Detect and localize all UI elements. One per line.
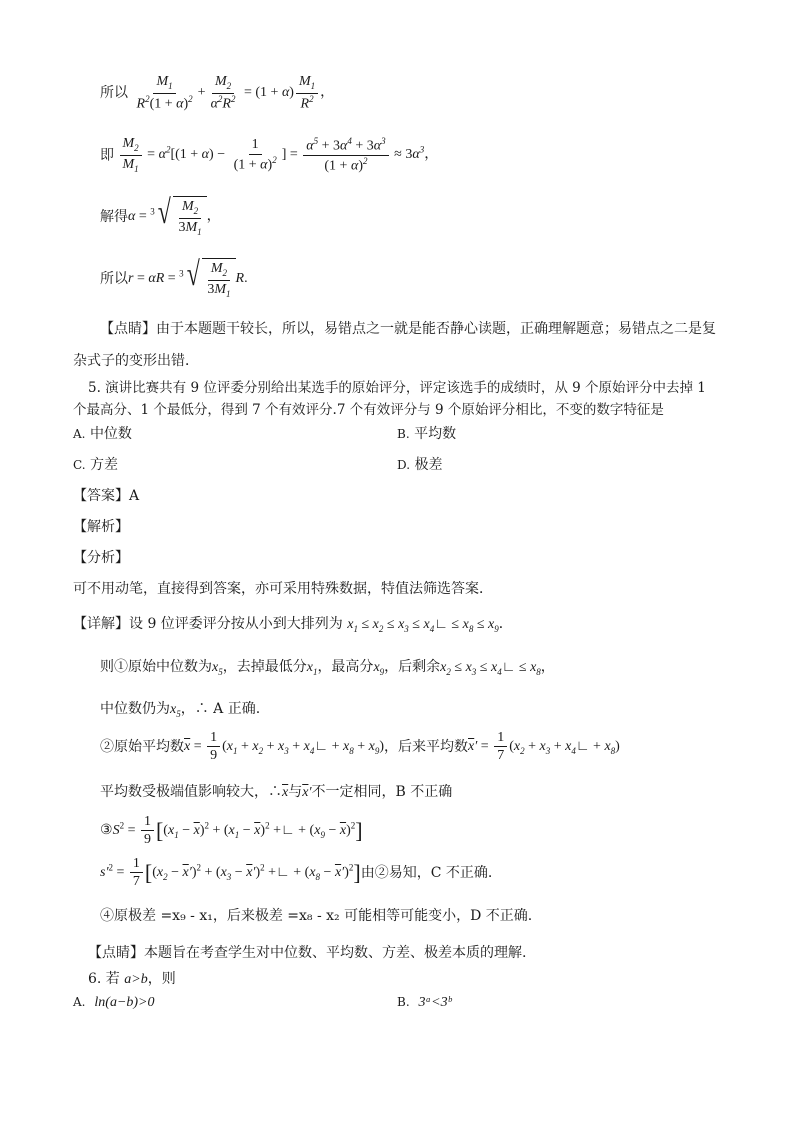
detail-tag: 【详解】 [73, 616, 129, 632]
line2-prefix: 即 [100, 147, 114, 164]
line4-prefix: 所以 [100, 270, 128, 287]
q5-option-b: B. 平均数 [397, 426, 457, 442]
note-1-tag: 【点睛】 [100, 321, 156, 337]
equation-line-2: 即 $\frac{M_2}{M_1}$ = $\alpha^2[(1 + \alpha)$ − $\frac{1}{(1 + \alpha)^2}$ ] = $\frac{\alpha^5 + 3\alpha^4 + 3\alpha^3}{(1 + \alpha)^2}$ ≈ $3\alpha^3$， [100, 135, 439, 174]
line1-prefix: 所以 [100, 85, 128, 102]
q5-option-c: C. 方差 [73, 457, 119, 473]
note-1-line-b [73, 350, 199, 370]
q5-option-a: A. 中位数 [73, 426, 132, 442]
note-1-text-b: 杂式子的变形出错． [73, 353, 199, 369]
equation-line-3: 解得α = $^3$ √ $\frac{M_2}{3M_1}$ ， [100, 194, 221, 237]
answer-value: A [129, 488, 140, 504]
q5-step1-line-b: 中位数仍为$x_5$，∴ A 正确. [100, 701, 261, 719]
note-2 [88, 942, 526, 962]
q5-step2-line-b: 平均数受极端值影响较大，$\therefore\overline{x}$与$\overline{x}'$不一定相同，B 不正确 [100, 784, 453, 800]
q5-fenxi-text: 可不用动笔，直接得到答案，亦可采用特殊数据，特值法筛选答案． [73, 581, 493, 597]
equation-line-1: 所以 $\frac{M_1}{R^2(1 + \alpha)^2}$ + $\frac{M_2}{\alpha^2R^2}$ = (1 + α) $\frac{M_1}{R^2}$ ， [100, 74, 335, 112]
note-1-line-a [100, 318, 716, 338]
q6-option-a: A. ln(a−b)>0 [73, 995, 155, 1010]
q5-step4: ④原极差 =x₉ - x₁，后来极差 =x₈ - x₂ 可能相等可能变小，D 不正确. [100, 908, 533, 924]
q5-step3-line-b: $s'^2$ = $\frac{1}{7}$ [$(x_2 - \overline{x}')^2 + (x_3 - \overline{x}')^2$ +∟ + $(x_8 - \overline{x}')^2$]由②易知，C 不正确. [100, 856, 493, 890]
q5-step1-line-a: 则①原始中位数为$x_5$，去掉最低分$x_1$，最高分$x_9$，后剩余$x_2 \le x_3$ ≤ $x_4∟ \le x_8$， [100, 659, 555, 677]
q5-stem-b: 个最高分、1 个最低分，得到 7 个有效评分.7 个有效评分与 9 个原始评分相比，不变的数字特征是 [73, 402, 664, 418]
q5-step2-line-a: ②原始平均数$\overline{x}$ = $\frac{1}{9}$ ($x_1 + x_2 + x_3$ + $x_4∟ + x_8 + x_9$)，后来平均数$\overline{x}'$ = $\frac{1}{7}$ ($x_2 + x_3$ + $x_4∟ + x_8$) [100, 730, 620, 764]
q5-fenxi-tag: 【分析】 [73, 550, 129, 566]
note-1-text-a: 由于本题题干较长，所以，易错点之一就是能否静心读题，正确理解题意；易错点之二是复 [156, 321, 716, 337]
note-2-tag: 【点睛】 [88, 945, 144, 961]
answer-tag: 【答案】 [73, 488, 129, 504]
q6-stem: 6. 若 a>b，则 [88, 971, 176, 987]
q5-option-d: D. 极差 [397, 457, 443, 473]
line3-prefix: 解得 [100, 208, 128, 225]
q6-option-b: B. 3ᵃ<3ᵇ [397, 995, 452, 1010]
q5-answer [73, 485, 139, 505]
q5-step3-line-a: $③S^2$ = $\frac{1}{9}$ [$(x_1 - \overline{x})^2 + (x_1 - \overline{x})^2$ +∟ + $(x_9 - \overline{x})^2$] [100, 814, 363, 848]
q5-stem-a: 5. 演讲比赛共有 9 位评委分别给出某选手的原始评分，评定该选手的成绩时，从 9 个原始评分中去掉 1 [88, 380, 706, 396]
q5-detail-intro: 【详解】设 9 位评委评分按从小到大排列为 $x_1 \le x_2 \le x_3$ ≤ $x_4∟ \le x_8 \le x_9$． [73, 616, 513, 634]
q5-analysis-tag: 【解析】 [73, 519, 129, 535]
equation-line-4: 所以r = αR = $^3$ √ $\frac{M_2}{3M_1}$ R. [100, 256, 248, 299]
note-2-text: 本题旨在考查学生对中位数、平均数、方差、极差本质的理解. [144, 945, 527, 961]
